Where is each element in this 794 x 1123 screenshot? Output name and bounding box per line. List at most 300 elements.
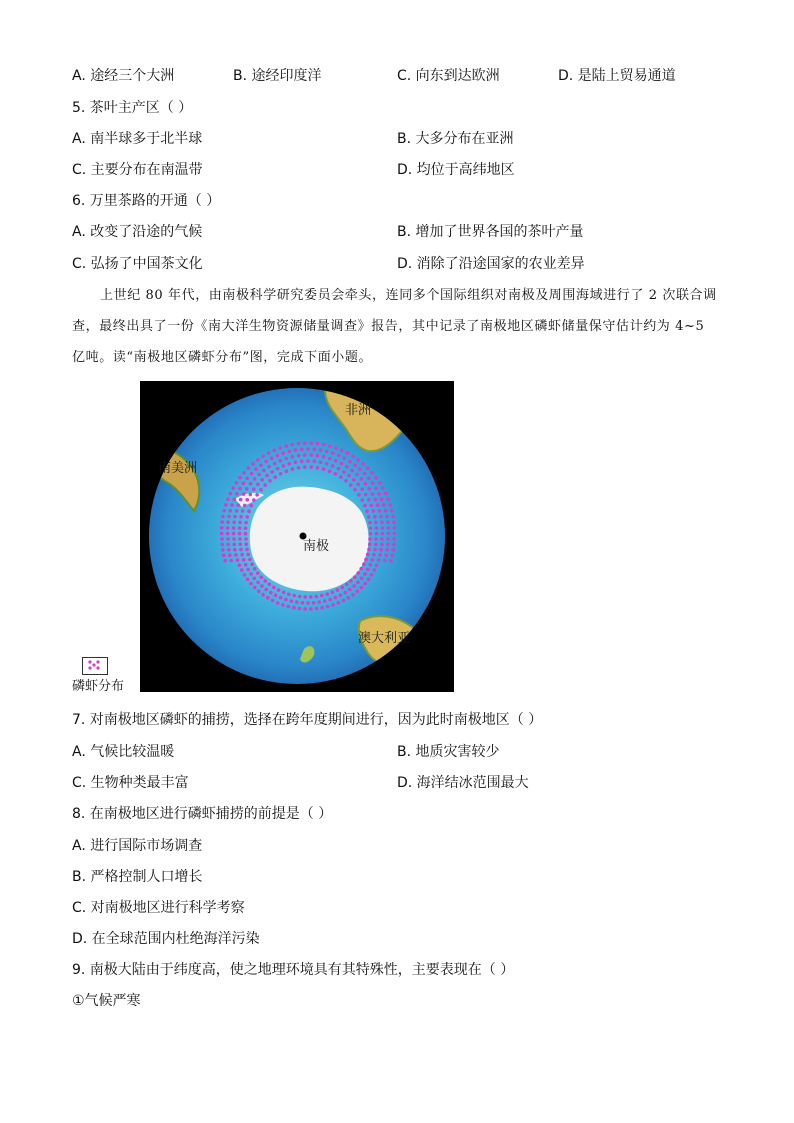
krill-dot (276, 467, 280, 471)
krill-dot (279, 596, 283, 600)
krill-dot (235, 481, 239, 485)
passage-text: 上世纪 80 年代，由南极科学研究委员会牵头，连同多个国际组织对南极及周围海域进行了 2 次联合调查，最终出具了一份《南大洋生物资源储量调查》报告，其中记录了南极地区磷虾储量保守估计约为 4~5 亿吨。读“南极地区磷虾分布”图，完成下面小题。 (72, 288, 717, 365)
krill-dot (247, 466, 251, 470)
krill-dot (379, 548, 383, 552)
krill-dot (360, 498, 364, 502)
krill-dot (249, 493, 253, 497)
krill-dot (264, 588, 268, 592)
label-south-america: 南美洲 (158, 461, 198, 476)
krill-dot (352, 584, 356, 588)
krill-dot (239, 548, 243, 552)
krill-dot (246, 568, 250, 572)
krill-dot (367, 498, 371, 502)
krill-dot (270, 457, 274, 461)
krill-dot (380, 521, 384, 525)
krill-dot (245, 477, 249, 481)
krill-dot (328, 457, 332, 461)
krill-dot (245, 548, 249, 552)
krill-dot (227, 515, 231, 519)
krill-dot (384, 553, 388, 557)
krill-dot (220, 532, 224, 536)
krill-dot (238, 487, 242, 491)
krill-dot (371, 481, 375, 485)
krill-dot (355, 473, 359, 477)
q7-stem: 7. 对南极地区磷虾的捕捞，选择在跨年度期间进行，因为此时南极地区（ ） (72, 712, 543, 728)
krill-dot (279, 472, 283, 476)
krill-dot (362, 562, 366, 566)
krill-dot (238, 476, 242, 480)
krill-dot (392, 520, 396, 524)
krill-dot (315, 595, 319, 599)
krill-dot (325, 450, 329, 454)
krill-dot (351, 593, 355, 597)
krill-dot (249, 582, 253, 586)
krill-dot (232, 537, 236, 541)
krill-dot (309, 465, 313, 469)
krill-dot (250, 562, 254, 566)
krill-dot (328, 469, 332, 473)
krill-dot (252, 487, 256, 491)
krill-dot (226, 532, 230, 536)
krill-dot (387, 526, 391, 530)
q5-option-d: D. 均位于高纬地区 (397, 162, 515, 178)
krill-dot (369, 526, 373, 530)
krill-dot (255, 493, 259, 497)
krill-dot (331, 603, 335, 607)
krill-dot (240, 568, 244, 572)
krill-dot (316, 442, 320, 446)
krill-dot (345, 465, 349, 469)
krill-dot (391, 515, 395, 519)
krill-dot (366, 553, 370, 557)
krill-dot (303, 607, 307, 611)
krill-dot (351, 455, 355, 459)
krill-dot (378, 509, 382, 513)
krill-dot (380, 543, 384, 547)
krill-dot (306, 459, 310, 463)
krill-dot (371, 558, 375, 562)
krill-dot (378, 481, 382, 485)
label-australia: 澳大利亚 (358, 631, 411, 646)
krill-dot (278, 446, 282, 450)
q9-stem: 9. 南极大陆由于纬度高，使之地理环境具有其特殊性，主要表现在（ ） (72, 962, 515, 978)
krill-dot (374, 476, 378, 480)
krill-dot (282, 591, 286, 595)
krill-dot (264, 460, 268, 464)
q6-option-d: D. 消除了沿途国家的农业差异 (397, 256, 585, 272)
krill-dot (334, 459, 338, 463)
krill-dot (373, 515, 377, 519)
krill-dot (273, 475, 277, 479)
krill-dot (381, 532, 385, 536)
krill-dot (226, 537, 230, 541)
krill-dot (284, 444, 288, 448)
krill-dot (277, 588, 281, 592)
krill-dot (378, 553, 382, 557)
legend-label: 磷虾分布 (72, 679, 125, 694)
krill-dot (220, 537, 224, 541)
krill-dot (257, 590, 261, 594)
krill-dot (375, 532, 379, 536)
krill-dot (221, 515, 225, 519)
krill-dot (334, 472, 338, 476)
q6-option-b: B. 增加了世界各国的茶叶产量 (397, 224, 584, 240)
krill-dot (364, 482, 368, 486)
krill-dot (348, 588, 352, 592)
krill-dot (315, 607, 319, 611)
krill-dot (284, 457, 288, 461)
krill-dot (276, 601, 280, 605)
krill-dot (240, 553, 244, 557)
krill-dot (363, 572, 367, 576)
q5-option-b: B. 大多分布在亚洲 (397, 131, 514, 147)
krill-dot (253, 577, 257, 581)
krill-dot (249, 482, 253, 486)
krill-dot (388, 503, 392, 507)
q6-option-c: C. 弘扬了中国茶文化 (72, 256, 203, 272)
krill-dot (391, 554, 395, 558)
krill-dot (387, 532, 391, 536)
krill-dot (276, 454, 280, 458)
krill-dot (350, 469, 354, 473)
q8-stem: 8. 在南极地区进行磷虾捕捞的前提是（ ） (72, 806, 333, 822)
krill-dot (383, 559, 387, 563)
krill-dot (353, 463, 357, 467)
krill-dot (234, 553, 238, 557)
q6-stem: 6. 万里茶路的开通（ ） (72, 193, 221, 209)
krill-dot (339, 594, 343, 598)
krill-dot (342, 599, 346, 603)
krill-dot (309, 453, 313, 457)
krill-dot (263, 483, 267, 487)
krill-dot (337, 601, 341, 605)
q7-option-b: B. 地质灾害较少 (397, 744, 500, 760)
krill-dot (300, 448, 304, 452)
krill-dot (303, 595, 307, 599)
krill-dot (294, 461, 298, 465)
krill-dot (236, 558, 240, 562)
krill-dot (325, 592, 329, 596)
krill-dot (375, 526, 379, 530)
krill-dot (380, 498, 384, 502)
q5-option-c: C. 主要分布在南温带 (72, 162, 203, 178)
krill-dot (360, 586, 364, 590)
krill-dot (224, 503, 228, 507)
krill-dot (361, 462, 365, 466)
krill-dot (323, 599, 327, 603)
krill-dot (249, 504, 253, 508)
krill-dot (386, 543, 390, 547)
krill-dot (365, 509, 369, 513)
q6-option-a: A. 改变了沿途的气候 (72, 224, 203, 240)
krill-dot (244, 532, 248, 536)
krill-dot (226, 520, 230, 524)
krill-dot (244, 563, 248, 567)
krill-dot (287, 592, 291, 596)
krill-dot (238, 521, 242, 525)
krill-dot (370, 573, 374, 577)
krill-dot (231, 486, 235, 490)
krill-dot (282, 464, 286, 468)
krill-dot (295, 600, 299, 604)
krill-dot (376, 503, 380, 507)
krill-dot (309, 607, 313, 611)
krill-dot (356, 571, 360, 575)
krill-dot (336, 588, 340, 592)
krill-dot (360, 487, 364, 491)
krill-dot (232, 532, 236, 536)
krill-dot (371, 492, 375, 496)
krill-dot (372, 553, 376, 557)
krill-dot (374, 537, 378, 541)
krill-dot (270, 470, 274, 474)
krill-dot (226, 543, 230, 547)
krill-dot (334, 446, 338, 450)
krill-dot (251, 462, 255, 466)
krill-dot (226, 526, 230, 530)
krill-dot (364, 493, 368, 497)
krill-dot (384, 492, 388, 496)
krill-dot (356, 458, 360, 462)
krill-dot (370, 504, 374, 508)
krill-dot (367, 578, 371, 582)
krill-dot (266, 596, 270, 600)
q7-option-a: A. 气候比较温暖 (72, 744, 175, 760)
krill-dot (331, 464, 335, 468)
krill-dot (340, 449, 344, 453)
krill-dot (256, 571, 260, 575)
krill-dot (345, 583, 349, 587)
krill-dot (356, 483, 360, 487)
krill-dot (279, 459, 283, 463)
krill-dot (249, 572, 253, 576)
krill-dot (238, 543, 242, 547)
krill-dot (248, 558, 252, 562)
krill-dot (259, 463, 263, 467)
krill-dot (254, 467, 258, 471)
krill-dot (298, 595, 302, 599)
krill-dot (220, 543, 224, 547)
krill-dot (349, 579, 353, 583)
krill-dot (242, 558, 246, 562)
krill-dot (260, 478, 264, 482)
krill-dot (377, 492, 381, 496)
krill-dot (367, 477, 371, 481)
krill-dot (291, 443, 295, 447)
krill-dot (316, 454, 320, 458)
krill-dot (339, 475, 343, 479)
krill-dot (360, 577, 364, 581)
krill-dot (328, 598, 332, 602)
krill-dot (322, 467, 326, 471)
krill-dot (325, 462, 329, 466)
krill-dot (261, 455, 265, 459)
krill-dot (368, 542, 372, 546)
krill-dot (316, 466, 320, 470)
krill-dot (281, 451, 285, 455)
krill-dot (357, 493, 361, 497)
q4-option-b: B. 途经印度洋 (233, 68, 322, 84)
krill-dot (369, 532, 373, 536)
krill-dot (297, 454, 301, 458)
krill-dot (385, 515, 389, 519)
krill-dot (363, 472, 367, 476)
krill-dot (291, 455, 295, 459)
krill-dot (366, 466, 370, 470)
krill-dot (340, 462, 344, 466)
krill-dot (372, 509, 376, 513)
q8-option-b: B. 严格控制人口增长 (72, 869, 203, 885)
krill-dot (393, 526, 397, 530)
krill-dot (367, 487, 371, 491)
krill-dot (245, 487, 249, 491)
krill-dot (306, 601, 310, 605)
krill-dot (273, 449, 277, 453)
krill-dot (374, 521, 378, 525)
krill-dot (368, 521, 372, 525)
krill-dot (244, 521, 248, 525)
krill-dot (265, 474, 269, 478)
krill-dot (364, 558, 368, 562)
krill-dot (260, 575, 264, 579)
krill-dot (284, 598, 288, 602)
krill-dot (243, 504, 247, 508)
krill-dot (312, 601, 316, 605)
krill-dot (222, 509, 226, 513)
krill-dot (239, 515, 243, 519)
krill-dot (245, 498, 249, 502)
krill-dot (309, 595, 313, 599)
krill-dot (303, 465, 307, 469)
krill-dot (272, 586, 276, 590)
krill-dot (238, 537, 242, 541)
krill-dot (297, 466, 301, 470)
krill-dot (369, 563, 373, 567)
krill-dot (347, 474, 351, 478)
krill-dot (353, 488, 357, 492)
krill-dot (267, 451, 271, 455)
krill-dot (253, 586, 257, 590)
krill-dot (244, 526, 248, 530)
krill-dot (379, 515, 383, 519)
q8-option-a: A. 进行国际市场调查 (72, 838, 203, 854)
krill-dot (250, 472, 254, 476)
krill-dot (220, 520, 224, 524)
krill-dot (263, 579, 267, 583)
krill-dot (322, 455, 326, 459)
krill-dot (259, 488, 263, 492)
krill-dot (363, 582, 367, 586)
krill-dot (391, 548, 395, 552)
krill-dot (390, 509, 394, 513)
krill-dot (392, 543, 396, 547)
krill-dot (294, 448, 298, 452)
antarctic-krill-map (140, 381, 454, 692)
krill-dot (382, 503, 386, 507)
krill-dot (256, 458, 260, 462)
krill-dot (239, 498, 243, 502)
krill-dot (256, 483, 260, 487)
krill-dot (220, 526, 224, 530)
krill-dot (288, 450, 292, 454)
q7-option-d: D. 海洋结冰范围最大 (397, 775, 529, 791)
krill-dot (246, 578, 250, 582)
krill-dot (319, 448, 323, 452)
krill-dot (290, 599, 294, 603)
krill-dot (375, 563, 379, 567)
krill-dot (368, 537, 372, 541)
krill-dot (346, 451, 350, 455)
krill-dot (297, 442, 301, 446)
krill-dot (228, 553, 232, 557)
krill-dot (386, 497, 390, 501)
krill-dot (309, 441, 313, 445)
krill-dot (229, 559, 233, 563)
krill-dot (241, 509, 245, 513)
krill-dot (374, 487, 378, 491)
krill-dot (256, 581, 260, 585)
krill-dot (392, 537, 396, 541)
label-south-pole: 南极 (303, 539, 330, 554)
krill-dot (322, 443, 326, 447)
krill-dot (268, 583, 272, 587)
krill-dot (374, 543, 378, 547)
krill-dot (355, 590, 359, 594)
krill-dot (268, 479, 272, 483)
q8-option-c: C. 对南极地区进行科学考察 (72, 900, 245, 916)
krill-dot (366, 568, 370, 572)
krill-dot (319, 461, 323, 465)
krill-dot (238, 532, 242, 536)
krill-dot (313, 448, 317, 452)
krill-dot (386, 520, 390, 524)
krill-dot (373, 548, 377, 552)
krill-dot (274, 594, 278, 598)
krill-dot (292, 606, 296, 610)
krill-dot (374, 498, 378, 502)
q4-option-c: C. 向东到达欧洲 (397, 68, 500, 84)
krill-dot (262, 469, 266, 473)
krill-dot (229, 509, 233, 513)
krill-dot (246, 553, 250, 557)
krill-dot (337, 467, 341, 471)
krill-dot (360, 477, 364, 481)
krill-dot (233, 515, 237, 519)
krill-dot (353, 575, 357, 579)
krill-dot (232, 521, 236, 525)
krill-dot (273, 462, 277, 466)
q7-option-c: C. 生物种类最丰富 (72, 775, 189, 791)
krill-dot (370, 471, 374, 475)
krill-dot (342, 470, 346, 474)
krill-dot (367, 515, 371, 519)
krill-dot (367, 548, 371, 552)
krill-dot (303, 453, 307, 457)
krill-dot (346, 596, 350, 600)
q4-option-a: A. 途经三个大洲 (72, 68, 175, 84)
krill-dot (253, 477, 257, 481)
krill-dot (381, 526, 385, 530)
krill-dot (306, 447, 310, 451)
krill-dot (389, 559, 393, 563)
krill-legend-symbol (82, 657, 108, 675)
krill-dot (313, 460, 317, 464)
krill-dot (267, 465, 271, 469)
krill-dot (334, 596, 338, 600)
krill-dot (253, 567, 257, 571)
q9-item-1: ①气候严寒 (72, 993, 141, 1009)
krill-dot (221, 548, 225, 552)
